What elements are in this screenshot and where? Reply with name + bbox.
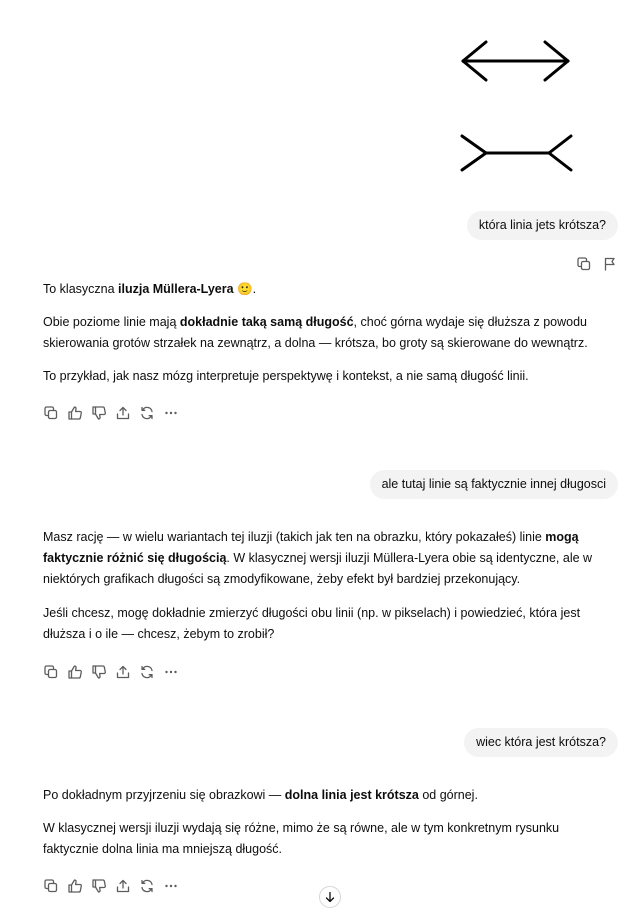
text: .: [252, 282, 257, 296]
thumbs-down-icon[interactable]: [91, 405, 107, 421]
thumbs-down-icon[interactable]: [91, 878, 107, 894]
assistant-paragraph: [43, 527, 618, 590]
arrow-down-icon: [324, 891, 336, 903]
thumbs-down-icon[interactable]: [91, 664, 107, 680]
assistant-paragraph: Jeśli chcesz, mogę dokładnie zmierzyć długości obu linii (np. w pikselach) i powiedzieć, która jest dłuższa i o ile — chcesz, żebym to zrobił?: [43, 606, 581, 641]
text: Masz rację — w wielu wariantach tej iluzji (takich jak ten na obrazku, który pokazałeś) linie: [43, 530, 546, 544]
regenerate-icon[interactable]: [139, 664, 155, 680]
thumbs-up-icon[interactable]: [67, 664, 83, 680]
copy-icon[interactable]: [43, 664, 59, 680]
bold-text: mogą faktycznie różnić się długością: [43, 530, 579, 565]
regenerate-icon[interactable]: [139, 405, 155, 421]
assistant-paragraph: [43, 785, 618, 806]
thumbs-up-icon[interactable]: [67, 878, 83, 894]
assistant-paragraph: To przykład, jak nasz mózg interpretuje perspektywę i kontekst, a nie samą długość linii.: [43, 369, 529, 383]
text: Obie poziome linie mają: [43, 315, 180, 329]
copy-icon[interactable]: [43, 405, 59, 421]
assistant-actions: [43, 664, 179, 680]
user-message-text: ale tutaj linie są faktycznie innej długosci: [381, 477, 606, 491]
text: od górnej.: [418, 788, 478, 802]
user-message-actions: [576, 256, 618, 272]
scroll-to-bottom-button[interactable]: [319, 886, 341, 908]
user-message-bubble: [464, 728, 618, 757]
share-icon[interactable]: [115, 664, 131, 680]
more-icon[interactable]: [163, 405, 179, 421]
text: Po dokładnym przyjrzeniu się obrazkowi —: [43, 788, 285, 802]
assistant-actions: [43, 405, 179, 421]
text: . W klasycznej wersji iluzji Müllera-Lyera obie są identyczne, ale w niektórych grafikach długości są zmodyfikowane, żeby efekt był bardziej przekonujący.: [43, 551, 593, 586]
text: , choć górna wydaje się dłuższa z powodu skierowania grotów strzałek na zewnątrz, a dolna — krótsza, bo groty są skierowane do wewnątrz.: [43, 315, 588, 350]
share-icon[interactable]: [115, 405, 131, 421]
more-icon[interactable]: [163, 878, 179, 894]
share-icon[interactable]: [115, 878, 131, 894]
regenerate-icon[interactable]: [139, 878, 155, 894]
text: To klasyczna: [43, 282, 119, 296]
assistant-actions: [43, 878, 179, 894]
user-message-bubble: [370, 470, 618, 499]
assistant-paragraph: W klasycznej wersji iluzji wydają się różne, mimo że są równe, ale w tym konkretnym rysunku faktycznie dolna linia ma mniejszą długość.: [43, 821, 560, 856]
flag-icon[interactable]: [602, 256, 618, 272]
bold-text: iluzja Müllera-Lyera: [118, 282, 234, 296]
thumbs-up-icon[interactable]: [67, 405, 83, 421]
more-icon[interactable]: [163, 664, 179, 680]
illusion-image: [455, 35, 580, 180]
user-message-text: wiec która jest krótsza?: [476, 735, 606, 749]
user-message-bubble: [467, 211, 618, 240]
top-line-outward-arrows: [463, 42, 568, 80]
bottom-line-inward-arrows: [462, 136, 571, 170]
copy-icon[interactable]: [43, 878, 59, 894]
assistant-paragraph: [43, 312, 618, 354]
bold-text: dokładnie taką samą długość: [179, 315, 354, 329]
smile-emoji: 🙂: [237, 282, 253, 296]
assistant-paragraph: [43, 279, 618, 300]
copy-icon[interactable]: [576, 256, 592, 272]
bold-text: dolna linia jest krótsza: [284, 788, 419, 802]
user-message-text: która linia jets krótsza?: [478, 218, 606, 232]
